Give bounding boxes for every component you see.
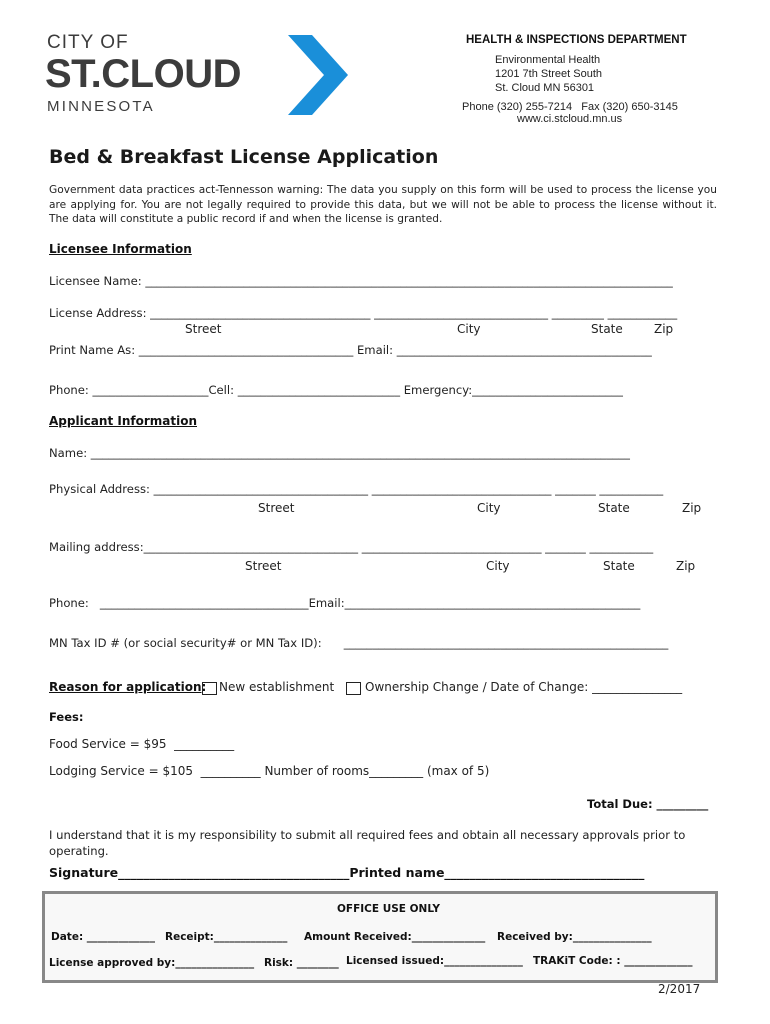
office-received-by-field: Received by:_______________ — [497, 931, 652, 943]
print-name-email-field[interactable]: Print Name As: _____________________________________ Email: ____________________________________________ — [49, 343, 652, 357]
new-establishment-label: New establishment — [219, 680, 335, 694]
food-service-fee-field[interactable]: Food Service = $95 __________ — [49, 737, 235, 751]
physical-street-label: Street — [258, 501, 295, 515]
new-establishment-checkbox[interactable] — [202, 682, 217, 695]
office-license-issued-field: Licensed issued:_______________ — [346, 955, 523, 967]
form-revision-date: 2/2017 — [658, 982, 701, 996]
logo-minnesota: MINNESOTA — [47, 98, 155, 115]
logo-chevron-icon — [286, 35, 350, 115]
office-approved-by-field: License approved by:_______________ — [49, 957, 255, 969]
physical-zip-label: Zip — [682, 501, 702, 515]
tax-id-field[interactable]: MN Tax ID # (or social security# or MN Tax ID): ________________________________________________________ — [49, 636, 669, 650]
signature-printed-name-field[interactable]: Signature_____________________________________Printed name________________________________ — [49, 865, 645, 880]
applicant-name-field[interactable]: Name: _____________________________________________________________________________________________ — [49, 446, 630, 460]
office-date-field: Date: _____________ — [51, 931, 156, 943]
mailing-street-label: Street — [245, 559, 282, 573]
reason-label-group — [49, 680, 206, 694]
fees-heading: Fees: — [49, 710, 84, 724]
data-practices-warning: Government data practices act-Tennesson warning: The data you supply on this form will be used to process the license you are applying for. You are not legally required to provide this data, but we will not be able to process the license without it. The data will constitute a public record if and when the license is granted. — [49, 184, 717, 225]
page-title: Bed & Breakfast License Application — [49, 146, 439, 168]
mailing-address-field[interactable]: Mailing address:_____________________________________ _______________________________ _______ ___________ — [49, 540, 654, 554]
address-city: St. Cloud MN 56301 — [495, 82, 595, 94]
acknowledgement-text: I understand that it is my responsibility to submit all required fees and obtain all necessary approvals prior to operating. — [49, 828, 686, 858]
physical-address-field[interactable]: Physical Address: _____________________________________ _______________________________ _______ ___________ — [49, 482, 664, 496]
logo-st-cloud: ST.CLOUD — [45, 52, 241, 96]
department-name: HEALTH & INSPECTIONS DEPARTMENT — [466, 34, 687, 46]
reason-colon: : — [201, 680, 207, 694]
lodging-service-fee-field[interactable]: Lodging Service = $105 __________ Number of rooms_________ (max of 5) — [49, 764, 490, 778]
license-address-field[interactable]: License Address: ______________________________________ ______________________________ _________ ____________ — [49, 306, 678, 320]
license-city-label: City — [457, 322, 481, 336]
ownership-change-checkbox[interactable] — [346, 682, 361, 695]
office-receipt-field: Receipt:______________ — [165, 931, 288, 943]
phone-fax: Phone (320) 255-7214 Fax (320) 650-3145 — [462, 101, 678, 113]
office-risk-field: Risk: ________ — [264, 957, 339, 969]
physical-city-label: City — [477, 501, 501, 515]
office-amount-received-field: Amount Received:______________ — [304, 931, 486, 943]
division-name: Environmental Health — [495, 54, 601, 66]
applicant-phone-email-field[interactable]: Phone: ____________________________________Email:___________________________________________________ — [49, 596, 641, 610]
office-trakit-code-field: TRAKiT Code: : _____________ — [533, 955, 693, 967]
mailing-zip-label: Zip — [676, 559, 696, 573]
ownership-change-label[interactable]: Ownership Change / Date of Change: _______________ — [365, 680, 683, 694]
license-street-label: Street — [185, 322, 222, 336]
physical-state-label: State — [598, 501, 630, 515]
logo-city-of: CITY OF — [47, 32, 129, 53]
office-use-heading: OFFICE USE ONLY — [337, 903, 441, 915]
applicant-section-heading: Applicant Information — [49, 414, 197, 428]
license-state-label: State — [591, 322, 623, 336]
licensee-phone-field[interactable]: Phone: ____________________Cell: ____________________________ Emergency:__________________________ — [49, 383, 623, 397]
address-street: 1201 7th Street South — [495, 68, 603, 80]
total-due-field[interactable]: Total Due: _________ — [587, 797, 709, 811]
licensee-name-field[interactable]: Licensee Name: ___________________________________________________________________________________________ — [49, 274, 673, 288]
website-link[interactable]: www.ci.stcloud.mn.us — [517, 113, 623, 125]
mailing-city-label: City — [486, 559, 510, 573]
mailing-state-label: State — [603, 559, 635, 573]
reason-label: Reason for application — [49, 680, 202, 694]
licensee-section-heading: Licensee Information — [49, 242, 192, 256]
license-zip-label: Zip — [654, 322, 674, 336]
